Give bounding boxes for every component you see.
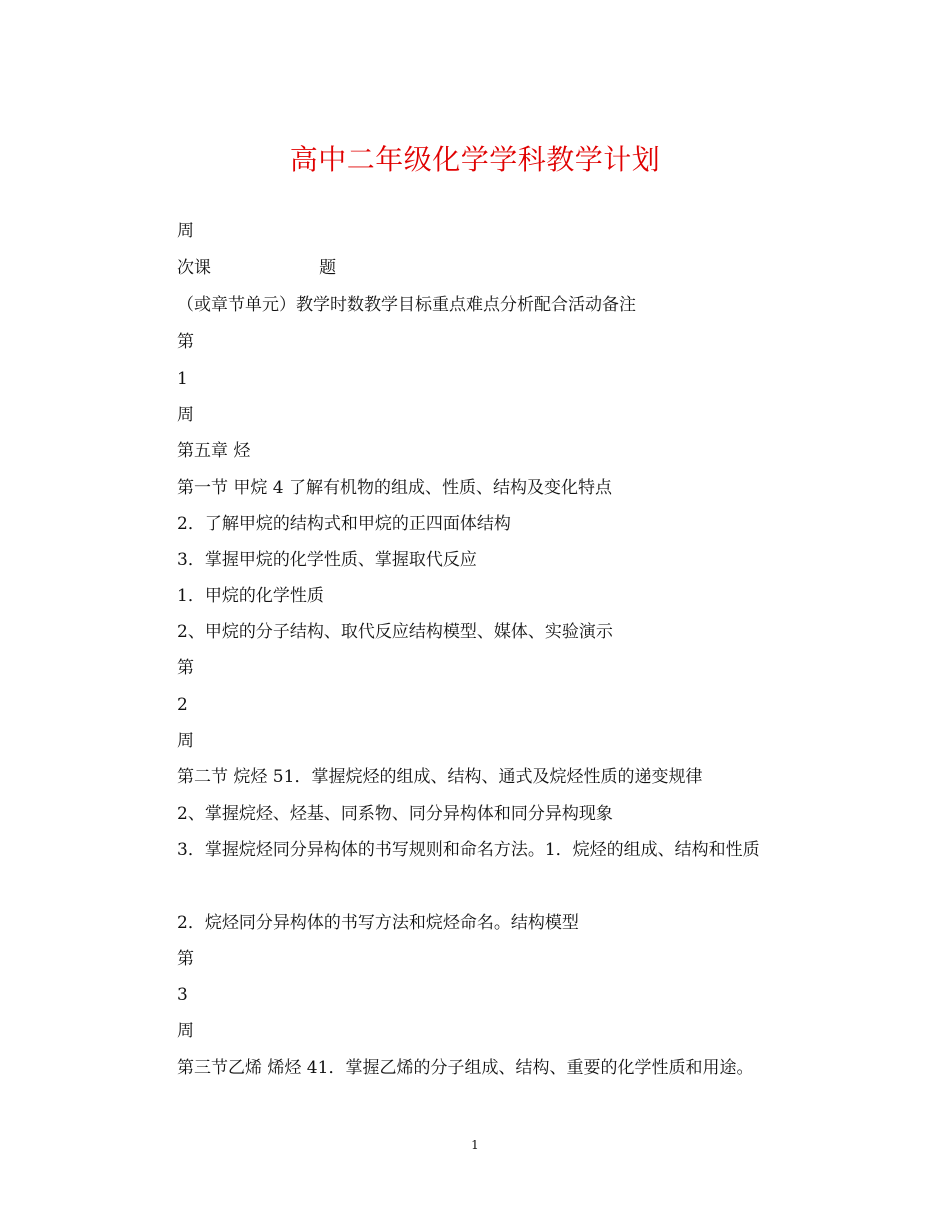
text-line: 周 <box>177 405 194 425</box>
text-line: 第 <box>177 658 194 678</box>
text-line: 2．了解甲烷的结构式和甲烷的正四面体结构 <box>177 514 511 534</box>
text-line: 3 <box>177 985 188 1005</box>
text-line: 3．掌握烷烃同分异构体的书写规则和命名方法。1．烷烃的组成、结构和性质 <box>177 840 760 860</box>
document-title: 高中二年级化学学科教学计划 <box>289 143 661 176</box>
page-number: 1 <box>471 1138 479 1152</box>
text-line: 2、掌握烷烃、烃基、同系物、同分异构体和同分异构现象 <box>177 804 613 824</box>
text-line: 第三节乙烯 烯烃 41．掌握乙烯的分子组成、结构、重要的化学性质和用途。 <box>177 1058 754 1078</box>
text-line: 第五章 烃 <box>177 441 251 461</box>
text-line: 2、甲烷的分子结构、取代反应结构模型、媒体、实验演示 <box>177 622 613 642</box>
text-line: 1．甲烷的化学性质 <box>177 586 324 606</box>
text-line: 第 <box>177 949 194 969</box>
text-line: 3．掌握甲烷的化学性质、掌握取代反应 <box>177 550 477 570</box>
text-line: 2．烷烃同分异构体的书写方法和烷烃命名。结构模型 <box>177 913 579 933</box>
text-line: 周 <box>177 1021 194 1041</box>
text-line: （或章节单元）教学时数教学目标重点难点分析配合活动备注 <box>177 295 636 315</box>
text-line: 周 <box>177 221 194 241</box>
text-line: 第一节 甲烷 4 了解有机物的组成、性质、结构及变化特点 <box>177 478 613 498</box>
text-line: 1 <box>177 369 188 389</box>
text-line: 次课 题 <box>177 258 337 278</box>
text-line: 第二节 烷烃 51．掌握烷烃的组成、结构、通式及烷烃性质的递变规律 <box>177 767 703 787</box>
text-line: 2 <box>177 695 188 715</box>
text-line: 第 <box>177 332 194 352</box>
text-line: 周 <box>177 731 194 751</box>
